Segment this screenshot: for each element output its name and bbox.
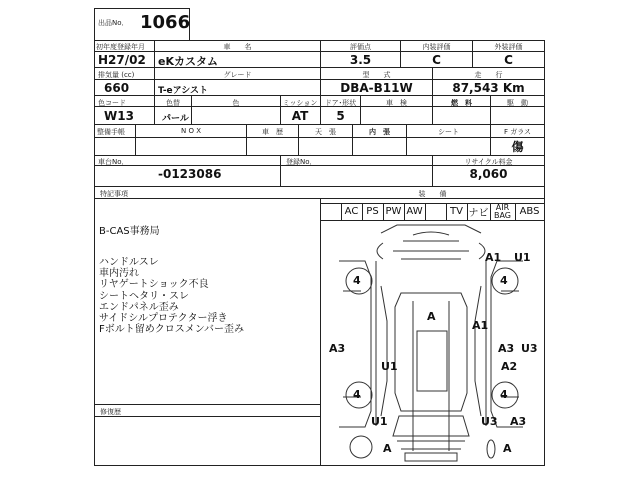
mark-u3-bottom-right: U3 xyxy=(481,415,498,428)
mark-a-bottom-left: A xyxy=(383,442,392,455)
mark-a3-bottom-right: A3 xyxy=(510,415,527,428)
equip-ac: AC xyxy=(344,206,359,217)
remark-item: 車内汚れ xyxy=(99,268,139,280)
mark-a1-top: A1 xyxy=(485,251,502,264)
displacement-label: 排気量 (cc) xyxy=(98,71,135,79)
equip-abs: ABS xyxy=(519,206,540,217)
mark-tire-rl: 4 xyxy=(353,388,361,401)
mark-a-bottom-right: A xyxy=(503,442,512,455)
remark-item: サイドシルプロテクター浮き xyxy=(99,313,228,325)
mileage-label: 走 行 xyxy=(474,71,503,79)
interior-grade-label: 内装評価 xyxy=(422,43,451,51)
lot-number: 1066 xyxy=(140,12,191,33)
remark-item: Fボルト留めクロスメンバー歪み xyxy=(99,324,245,336)
seat-label: シート xyxy=(438,128,459,136)
mark-a3-left: A3 xyxy=(329,342,346,355)
model-code-label: 型 式 xyxy=(362,71,391,79)
color-code-label: 色コード xyxy=(98,99,126,107)
model-code-value: DBA-B11W xyxy=(340,81,413,95)
score-value: 3.5 xyxy=(349,53,372,67)
equip-navi: ナビ xyxy=(468,208,489,219)
drive-label: 駆 動 xyxy=(507,99,528,107)
displacement-value: 660 xyxy=(104,81,130,95)
equip-airbag: AIR BAG xyxy=(493,202,512,220)
exterior-grade-value: C xyxy=(504,53,513,67)
color-value: パール xyxy=(162,114,189,124)
mark-u1-bottom-left: U1 xyxy=(371,415,388,428)
mark-u3-right: U3 xyxy=(521,342,538,355)
equip-pw: PW xyxy=(385,206,402,217)
recycle-fee-label: リサイクル料金 xyxy=(464,158,513,166)
equip-ps: PS xyxy=(366,206,379,217)
lot-label: 出品No． xyxy=(98,19,129,27)
interior-trim-label: 内 張 xyxy=(369,128,390,136)
car-name-label: 車 名 xyxy=(223,43,252,51)
transmission-value: AT xyxy=(291,109,309,123)
front-glass-label: F ガラス xyxy=(503,128,532,136)
mark-a1-right: A1 xyxy=(472,319,489,332)
color-code-value: W13 xyxy=(104,109,134,123)
mark-tire-rr: 4 xyxy=(500,388,508,401)
first-registration-value: H27/02 xyxy=(98,53,146,67)
equip-tv: TV xyxy=(450,206,463,217)
equipment-label: 装 備 xyxy=(418,190,447,198)
exterior-grade-label: 外装評価 xyxy=(494,43,523,51)
equip-blank xyxy=(425,203,446,220)
notes-line-bcas: B-CAS事務局 xyxy=(99,226,160,237)
mileage-value: 87,543 Km xyxy=(452,81,525,95)
mark-tire-fl: 4 xyxy=(353,274,361,287)
history-label: 車 歴 xyxy=(262,128,283,136)
repair-history-label: 修復歴 xyxy=(100,408,121,416)
remark-item: シートヘタリ・スレ xyxy=(99,290,189,302)
mark-a3-right: A3 xyxy=(498,342,515,355)
chassis-number-value: -0123086 xyxy=(158,167,222,181)
score-label: 評価点 xyxy=(350,43,371,51)
interior-grade-value: C xyxy=(432,53,441,67)
remark-item: リヤゲートショック不良 xyxy=(99,279,209,291)
mark-u1-left: U1 xyxy=(381,360,398,373)
remark-item: ハンドルスレ xyxy=(99,257,159,268)
front-glass-value: 傷 xyxy=(511,140,524,154)
headliner-label: 天 張 xyxy=(315,128,336,136)
inspection-label: 車 検 xyxy=(386,99,407,107)
color-label: 色 xyxy=(232,99,240,107)
nox-label: N O X xyxy=(181,127,201,135)
chassis-number-label: 車台No． xyxy=(98,158,129,166)
mark-a-center: A xyxy=(427,310,436,323)
service-record-label: 整備手帳 xyxy=(97,128,125,136)
registration-number-label: 登録No． xyxy=(286,158,317,166)
transmission-label: ミッション xyxy=(282,99,318,107)
notes-label: 特記事項 xyxy=(100,190,128,198)
doors-value: 5 xyxy=(336,109,345,123)
fuel-label: 燃 料 xyxy=(451,99,472,107)
grade-value: T-eアシスト xyxy=(158,86,209,96)
remarks-list xyxy=(99,257,244,335)
mark-u1-top: U1 xyxy=(514,251,531,264)
mark-tire-fr: 4 xyxy=(500,274,508,287)
first-registration-label: 初年度登録年月 xyxy=(96,43,145,51)
grade-label: グレード xyxy=(223,71,252,79)
equip-aw: AW xyxy=(406,206,423,217)
recycle-fee-value: 8,060 xyxy=(469,167,508,181)
mark-a2-right: A2 xyxy=(501,360,518,373)
remark-item: エンドパネル歪み xyxy=(99,301,179,313)
color-change-label: 色替 xyxy=(166,99,180,107)
doors-label: ドア･形状 xyxy=(324,99,357,107)
car-name-value: eKカスタム xyxy=(158,55,218,68)
